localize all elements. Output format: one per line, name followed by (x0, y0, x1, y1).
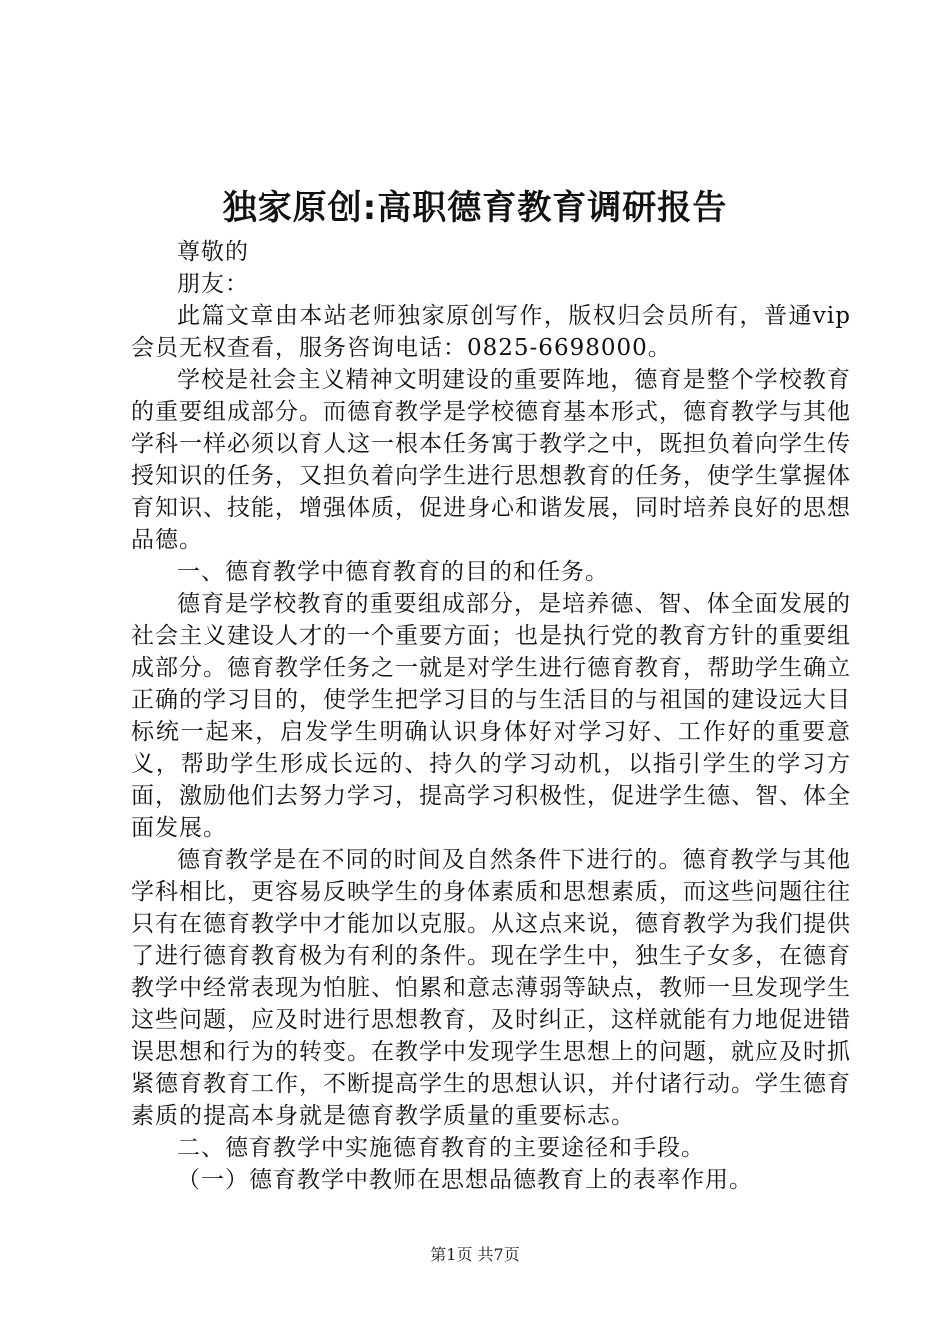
greeting-line: 尊敬的 (177, 239, 249, 265)
subsection-heading: （一）德育教学中教师在思想品德教育上的表率作用。 (177, 1167, 753, 1193)
document-title: 独家原创:高职德育教育调研报告 (222, 188, 728, 228)
paragraph: 学校是社会主义精神文明建设的重要阵地，德育是整个学校教育的重要组成部分。而德育教学是学校德育基本形式，德育教学与其他学科一样必须以育人这一根本任务寓于教学之中，既担负着向学生传授知识的任务，又担负着向学生进行思想教育的任务，使学生掌握体育知识、技能，增强体质，促进身心和谐发展，同时培养良好的思想品德。 (131, 367, 851, 553)
greeting-line: 朋友： (177, 271, 249, 297)
paragraph: 德育教学是在不同的时间及自然条件下进行的。德育教学与其他学科相比，更容易反映学生的身体素质和思想素质，而这些问题往往只有在德育教学中才能加以克服。从这点来说，德育教学为我们提供了进行德育教育极为有利的条件。现在学生中，独生子女多，在德育教学中经常表现为怕脏、怕累和意志薄弱等缺点，教师一旦发现学生这些问题，应及时进行思想教育，及时纠正，这样就能有力地促进错误思想和行为的转变。在教学中发现学生思想上的问题，就应及时抓紧德育教育工作，不断提高学生的思想认识，并付诸行动。学生德育素质的提高本身就是德育教学质量的重要标志。 (131, 847, 851, 1129)
paragraph: 此篇文章由本站老师独家原创写作，版权归会员所有，普通vip会员无权查看，服务咨询电话：0825-6698000。 (131, 303, 851, 361)
section-heading: 一、德育教学中德育教育的目的和任务。 (177, 559, 609, 585)
section-heading: 二、德育教学中实施德育教育的主要途径和手段。 (177, 1135, 705, 1161)
paragraph: 德育是学校教育的重要组成部分，是培养德、智、体全面发展的社会主义建设人才的一个重要方面；也是执行党的教育方针的重要组成部分。德育教学任务之一就是对学生进行德育教育，帮助学生确立正确的学习目的，使学生把学习目的与生活目的与祖国的建设远大目标统一起来，启发学生明确认识身体好对学习好、工作好的重要意义，帮助学生形成长远的、持久的学习动机，以指引学生的学习方面，激励他们去努力学习，提高学习积极性，促进学生德、智、体全面发展。 (131, 591, 851, 841)
document-body (131, 236, 851, 1196)
page-footer: 第1页 共7页 (430, 1245, 520, 1264)
